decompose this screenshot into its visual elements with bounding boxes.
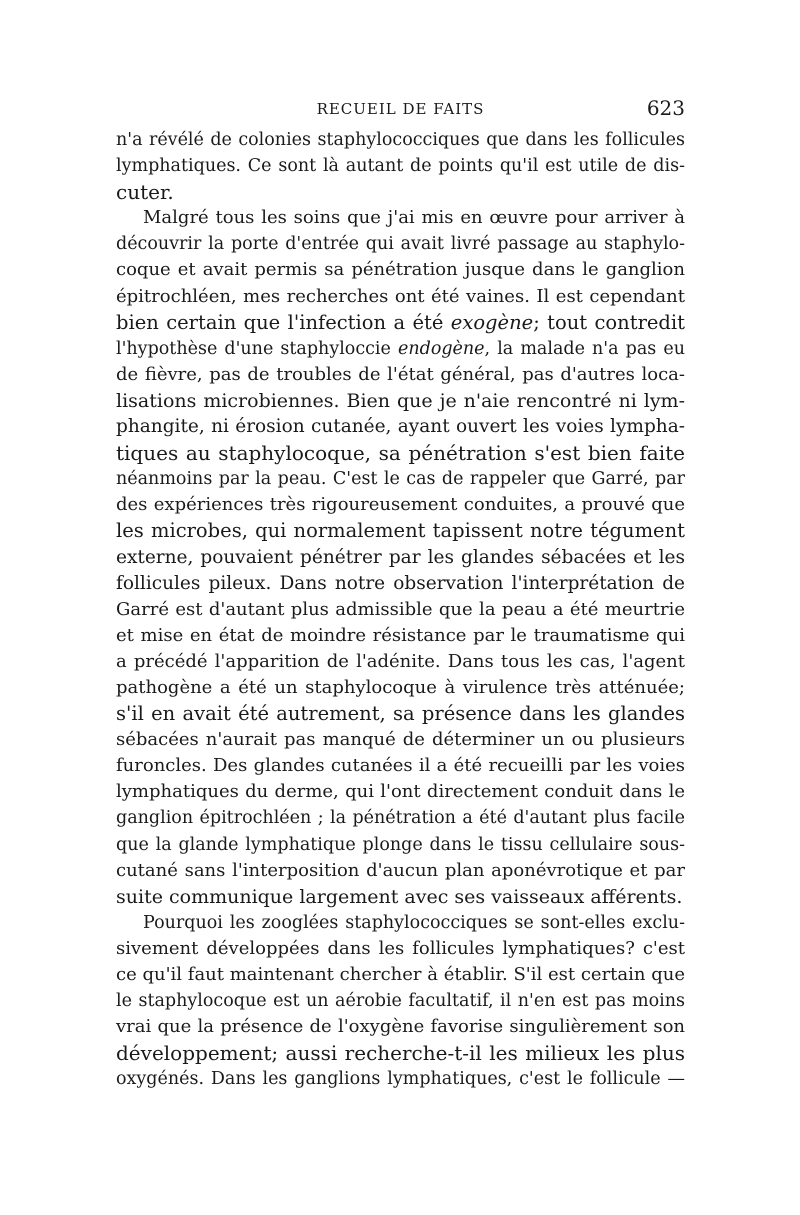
text-line: coque et avait permis sa pénétration jusque dans le ganglion — [116, 259, 685, 281]
text-line: et mise en état de moindre résistance par le traumatisme qui — [116, 624, 685, 646]
line-segment: ; tout contredit — [533, 310, 685, 334]
text-line: tiques au staphylocoque, sa pénétration s'est bien faite — [116, 441, 685, 466]
text-line — [116, 336, 685, 362]
text-line: le staphylocoque est un aérobie facultatif, il n'en est pas moins — [116, 991, 685, 1012]
text-line: cutané sans l'interposition d'aucun plan aponévrotique et par — [116, 859, 685, 881]
text-line: vrai que la présence de l'oxygène favorise singulièrement son — [116, 1016, 685, 1038]
text-line: Garré est d'autant plus admissible que la peau a été meurtrie — [116, 598, 685, 620]
text-line: pathogène a été un staphylocoque à virulence très atténuée; — [116, 676, 685, 698]
text-line: phangite, ni érosion cutanée, ayant ouvert les voies lympha- — [116, 416, 685, 438]
text-line: développement; aussi recherche-t-il les milieux les plus — [116, 1041, 685, 1066]
text-line: externe, pouvaient pénétrer par les glandes sébacées et les — [116, 546, 685, 568]
line-segment: l'hypothèse d'une staphyloccie — [116, 338, 398, 359]
text-line: lisations microbiennes. Bien que je n'aie rencontré ni lym- — [116, 389, 685, 412]
text-line: furoncles. Des glandes cutanées il a été recueilli par les voies — [116, 755, 685, 777]
paragraph-first-line: Pourquoi les zooglées staphylococciques se sont-elles exclu- — [143, 912, 685, 933]
body-text — [116, 127, 685, 1092]
text-line: sébacées n'aurait pas manqué de déterminer un ou plusieurs — [116, 729, 685, 751]
text-line: suite communique largement avec ses vaisseaux afférents. — [116, 885, 683, 908]
text-line: s'il en avait été autrement, sa présence dans les glandes — [116, 702, 685, 726]
text-line: des expériences très rigoureusement conduites, a prouvé que — [116, 494, 685, 516]
text-line: les microbes, qui normalement tapissent notre tégument — [116, 519, 685, 543]
text-line: que la glande lymphatique plonge dans le tissu cellulaire sous- — [116, 834, 685, 855]
text-line: cuter. — [116, 180, 174, 205]
italic-term: exogène — [450, 310, 534, 334]
italic-term: endogène — [397, 338, 485, 359]
text-line: sivement développées dans les follicules lymphatiques? c'est — [116, 937, 685, 959]
text-line: n'a révélé de colonies staphylococciques que dans les follicules — [116, 130, 685, 150]
text-line: découvrir la porte d'entrée qui avait livré passage au staphylo- — [116, 234, 685, 255]
line-segment: bien certain que l'infection a été — [116, 310, 451, 334]
running-head — [116, 96, 685, 122]
text-line: oxygénés. Dans les ganglions lymphatiques, c'est le follicule — — [116, 1069, 685, 1090]
line-segment: , la malade n'a pas eu — [484, 338, 685, 359]
text-line: lymphatiques. Ce sont là autant de points qu'il est utile de dis- — [116, 156, 685, 177]
text-line: ce qu'il faut maintenant chercher à établir. S'il est certain que — [116, 964, 685, 985]
text-line — [116, 310, 685, 336]
text-line: a précédé l'apparition de l'adénite. Dans tous les cas, l'agent — [116, 650, 685, 672]
text-line: lymphatiques du derme, qui l'ont directement conduit dans le — [116, 781, 685, 803]
running-title: RECUEIL DE FAITS — [316, 100, 485, 118]
page-number: 623 — [646, 96, 685, 120]
text-line: de fièvre, pas de troubles de l'état général, pas d'autres loca- — [116, 363, 685, 385]
paragraph-first-line: Malgré tous les soins que j'ai mis en œuvre pour arriver à — [143, 207, 685, 229]
text-line: ganglion épitrochléen ; la pénétration a été d'autant plus facile — [116, 808, 685, 829]
text-line: épitrochléen, mes recherches ont été vaines. Il est cependant — [116, 285, 685, 307]
text-line: follicules pileux. Dans notre observation l'interprétation de — [116, 572, 685, 594]
text-line: néanmoins par la peau. C'est le cas de rappeler que Garré, par — [116, 469, 685, 490]
